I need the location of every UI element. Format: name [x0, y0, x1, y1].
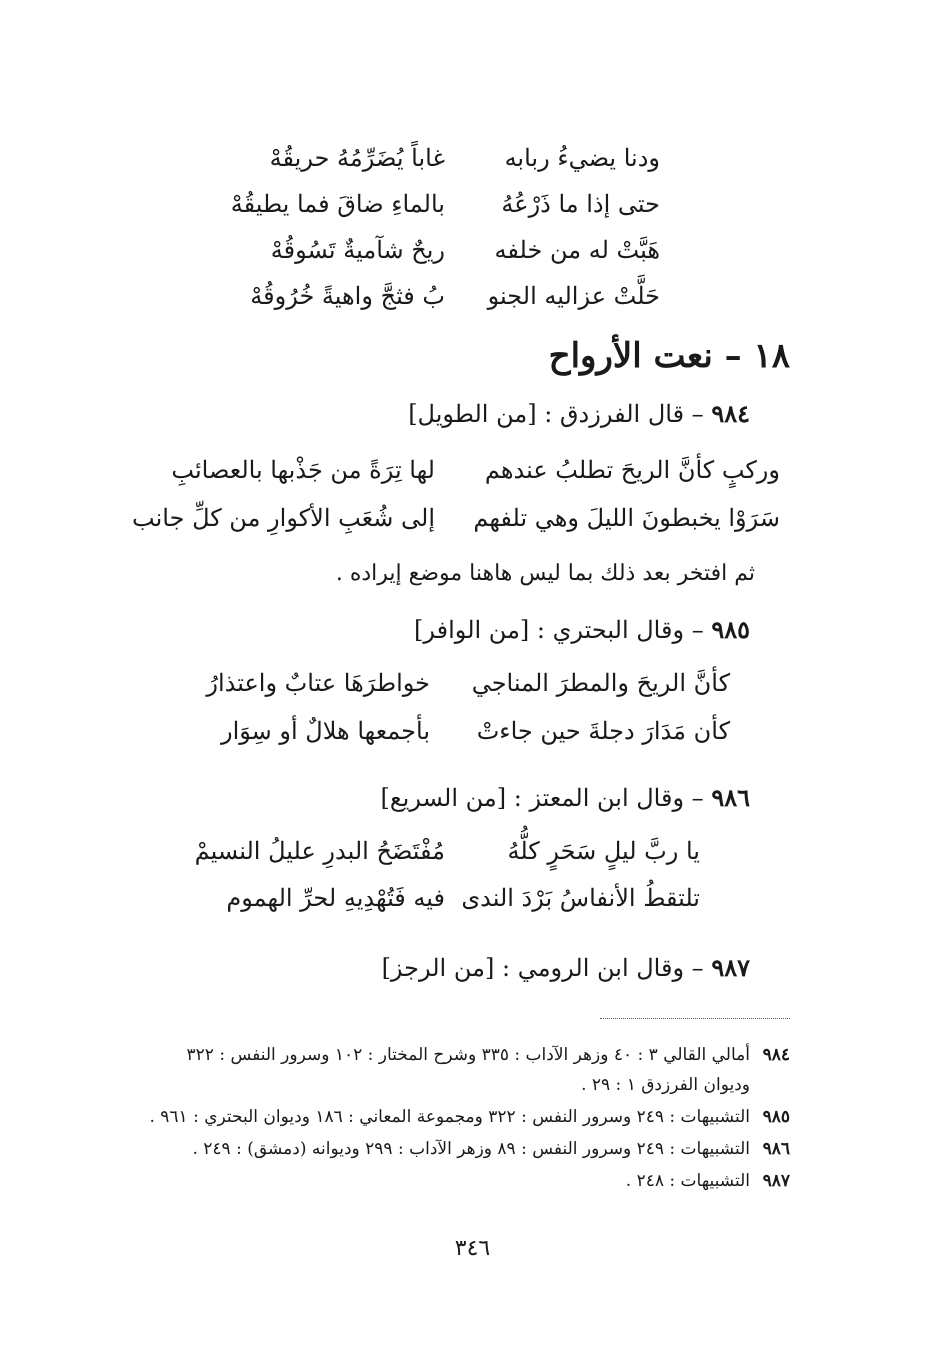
verse-line — [140, 452, 780, 488]
poem-number: ٩٨٦ — [711, 783, 750, 812]
poem-number: ٩٨٥ — [711, 615, 750, 644]
verse-line — [150, 665, 730, 701]
verse-line — [132, 500, 780, 536]
verse-hemistich-first: ودنا يضيءُ ربابه — [504, 144, 660, 172]
poem-heading — [382, 950, 750, 986]
poem-intro: – وقال ابن المعتز : [من السريع] — [380, 784, 704, 812]
page-number: ٣٤٦ — [454, 1236, 491, 1261]
poem-intro: – قال الفرزدق : [من الطويل] — [408, 400, 704, 428]
verse-hemistich-first: كأن مَدَارَ دجلةَ حين جاءتْ — [476, 717, 730, 745]
footnote-text: التشبيهات : ٢٤٩ وسرور النفس : ٨٩ وزهر الآداب : ٢٩٩ وديوانه (دمشق) : ٢٤٩ . — [192, 1139, 750, 1159]
verse-hemistich-first: سَرَوْا يخبطونَ الليلَ وهي تلفهم — [473, 504, 780, 532]
verse-hemistich-second: لها تِرَةً من جَذْبها بالعصائبِ — [171, 456, 435, 484]
verse-line — [260, 140, 660, 176]
footnote — [192, 1136, 790, 1162]
verse-hemistich-first: حتى إذا ما ذَرْعُهُ — [501, 190, 660, 218]
section-title: ١٨ – نعت الأرواح — [548, 336, 790, 376]
verse-hemistich-first: وركبٍ كأنَّ الريحَ تطلبُ عندهم — [484, 456, 780, 484]
verse-hemistich-second: فيه فَتُهْدِيهِ لحرِّ الهموم — [226, 884, 445, 912]
verse-line — [150, 713, 730, 749]
verse-line — [230, 186, 660, 222]
verse-hemistich-second: بالماءِ ضاقَ فما يطيقُهْ — [230, 190, 445, 218]
verse-line — [180, 880, 700, 916]
footnote-number: ٩٨٤ — [762, 1045, 790, 1065]
poem-heading — [381, 780, 750, 816]
verse-hemistich-second: مُفْتَضَحُ البدرِ عليلُ النسيمْ — [194, 837, 445, 865]
verse-hemistich-first: تلتقطُ الأنفاسُ بَرْدَ الندى — [461, 884, 700, 912]
footnote — [187, 1042, 790, 1068]
verse-hemistich-first: كأنَّ الريحَ والمطرَ المناجي — [471, 669, 730, 697]
footnote-number: ٩٨٧ — [762, 1171, 790, 1191]
footnote-divider — [600, 1018, 790, 1019]
poem-intro: – وقال البحتري : [من الوافر] — [414, 616, 704, 644]
poem-number: ٩٨٧ — [711, 953, 750, 982]
prose-note: ثم افتخر بعد ذلك بما ليس هاهنا موضع إيراده . — [335, 561, 755, 586]
verse-line — [250, 278, 660, 314]
verse-hemistich-second: ريحٌ شآميةٌ تَسُوقُهْ — [270, 236, 445, 264]
verse-line — [260, 232, 660, 268]
poem-number: ٩٨٤ — [711, 399, 750, 428]
verse-hemistich-second: بُ فثجَّ واهيةً خُرُوقُهْ — [250, 282, 445, 310]
footnote-text: التشبيهات : ٢٤٩ وسرور النفس : ٣٢٢ ومجموعة المعاني : ١٨٦ وديوان البحتري : ٩٦١ . — [149, 1107, 750, 1127]
verse-line — [180, 833, 700, 869]
verse-hemistich-second: إلى شُعَبِ الأكوارِ من كلِّ جانب — [132, 504, 435, 532]
verse-hemistich-first: يا ربَّ ليلٍ سَحَرٍ كلُّهُ — [507, 837, 700, 865]
verse-hemistich-first: حَلَّتْ عزاليه الجنو — [487, 282, 660, 310]
footnote-continuation: وديوان الفرزدق ١ : ٢٩ . — [581, 1075, 750, 1095]
verse-hemistich-second: غاباً يُضَرِّمُهُ حريقُهْ — [269, 144, 445, 172]
footnote — [626, 1168, 790, 1194]
verse-hemistich-first: هَبَّتْ له من خلفه — [494, 236, 660, 264]
footnote-number: ٩٨٦ — [762, 1139, 790, 1159]
footnote-number: ٩٨٥ — [762, 1107, 790, 1127]
footnote — [149, 1104, 790, 1130]
footnote-text: التشبيهات : ٢٤٨ . — [625, 1171, 750, 1191]
poem-intro: – وقال ابن الرومي : [من الرجز] — [381, 954, 704, 982]
footnote-text: أمالي القالي ٣ : ٤٠ وزهر الآداب : ٣٣٥ وشرح المختار : ١٠٢ وسرور النفس : ٣٢٢ — [186, 1045, 750, 1065]
poem-heading — [408, 396, 750, 432]
poem-heading — [414, 612, 750, 648]
verse-hemistich-second: خواطرَهَا عتابٌ واعتذارُ — [206, 669, 430, 697]
verse-hemistich-second: بأجمعها هلالٌ أو سِوَار — [221, 717, 430, 745]
